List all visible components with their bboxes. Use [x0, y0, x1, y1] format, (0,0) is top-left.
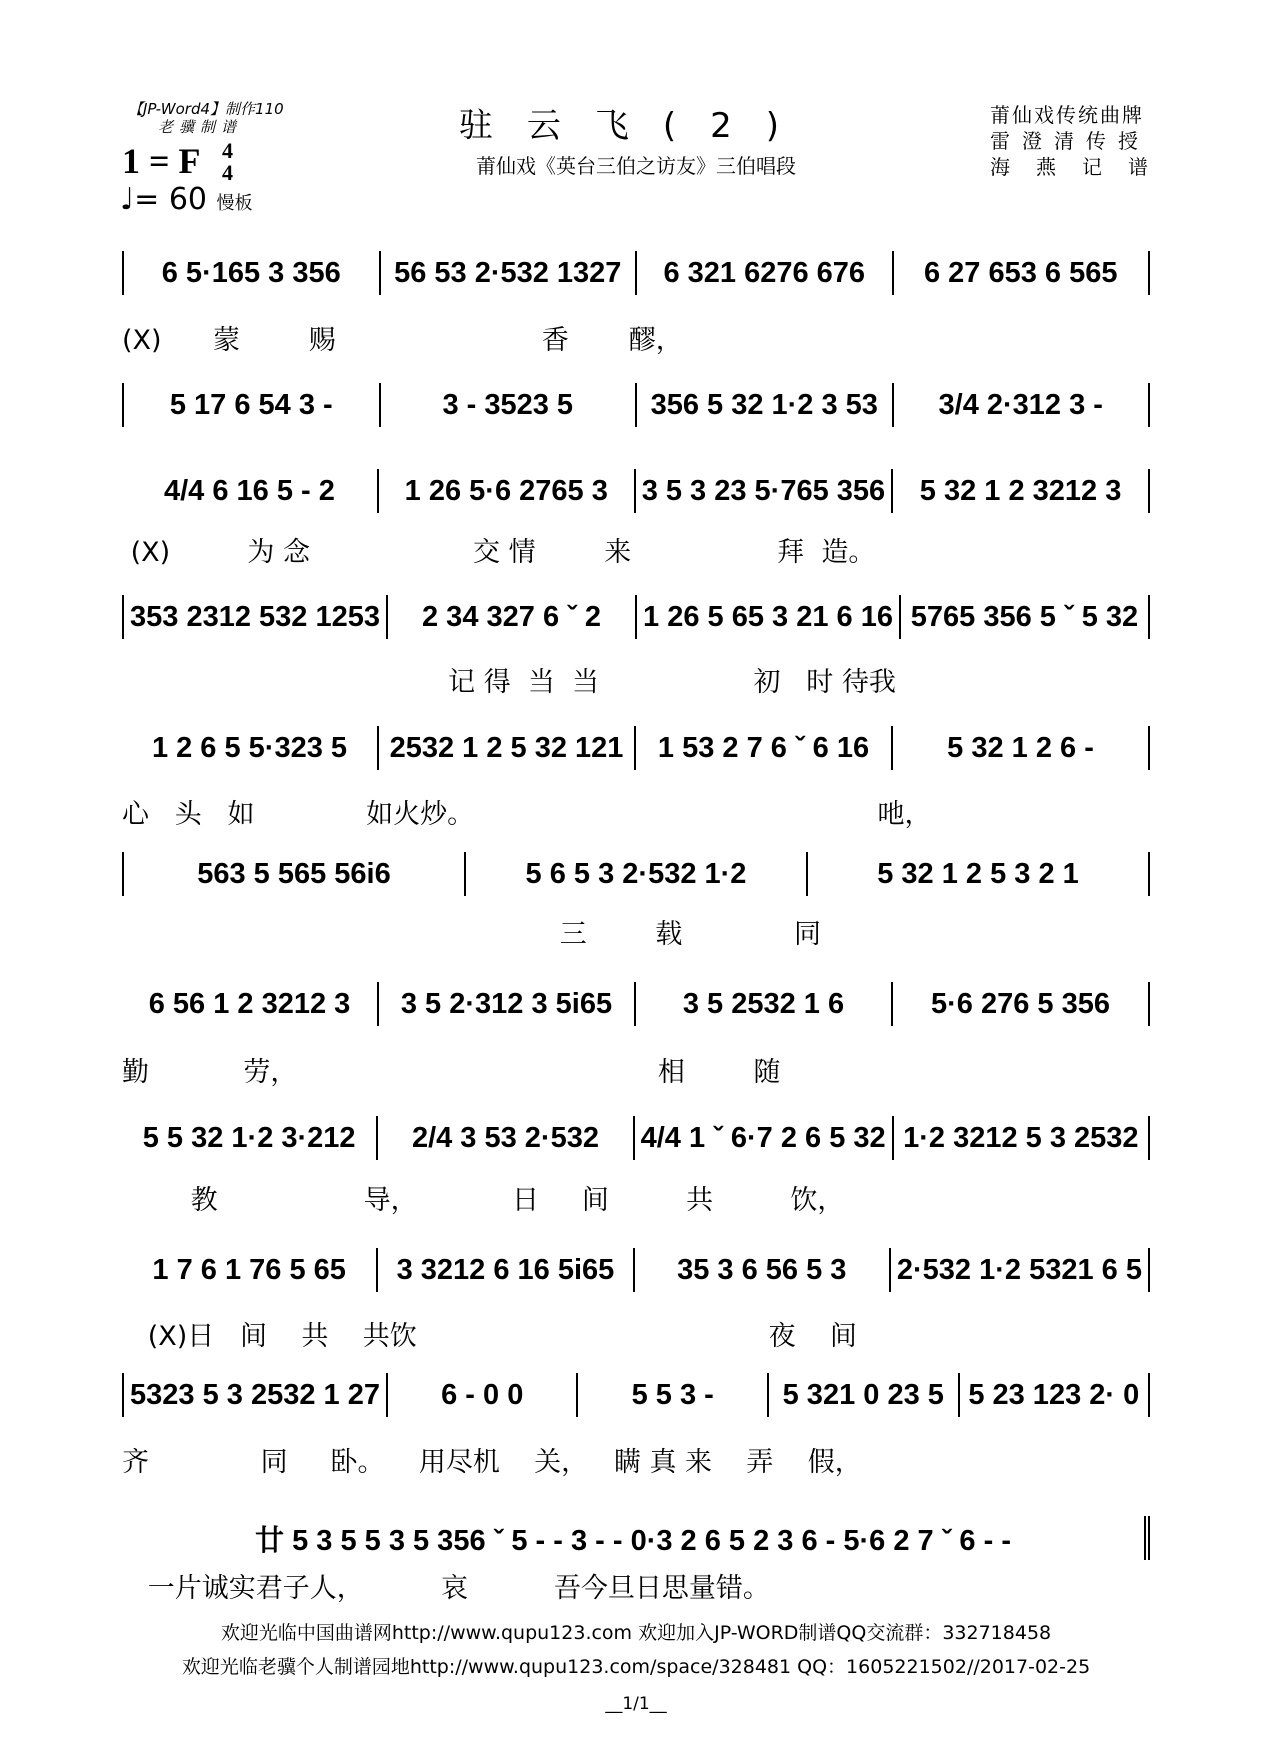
measure: 6 5·165 3 356: [122, 251, 381, 295]
lyric-line: (X)日 间 共 共饮 夜 间: [122, 1321, 857, 1352]
measure: 5 5 32 1·2 3·212: [122, 1116, 378, 1160]
key-signature: 1 = F: [122, 141, 201, 181]
staff-line: [122, 385, 1150, 425]
measure: 1·2 3212 5 3 2532: [894, 1116, 1150, 1160]
measure: 4/4 1 ˇ 6·7 2 6 5 32: [635, 1116, 894, 1160]
measure: 5·6 276 5 356: [893, 982, 1150, 1026]
measure: 3 3212 6 16 5i65: [378, 1248, 634, 1292]
measure: 3 5 2532 1 6: [636, 982, 893, 1026]
measure: 35 3 6 56 5 3: [635, 1248, 891, 1292]
credit-teacher: 雷澄清传授: [990, 129, 1150, 153]
staff-line: [122, 1250, 1150, 1290]
measure: 5 17 6 54 3 -: [122, 383, 381, 427]
staff-line: [122, 471, 1150, 511]
tempo-word: 慢板: [216, 193, 253, 214]
lyric-line: 心 头 如 如火炒。 吔，: [122, 799, 932, 830]
staff-line: [122, 597, 1150, 637]
measure: 56 53 2·532 1327: [381, 251, 638, 295]
lyric-line: 一片诚实君子人， 哀 吾今旦日思量错。: [122, 1573, 770, 1604]
lyric-line: 齐 同 卧。 用尽机 关， 瞒 真 来 弄 假，: [122, 1447, 862, 1478]
measure: 1 7 6 1 76 5 65: [122, 1248, 378, 1292]
maker-line1: 【JP-Word4】制作110: [128, 100, 284, 118]
staff-line: [122, 984, 1150, 1024]
measure: 5 32 1 2 6 -: [893, 726, 1150, 770]
page-number: __1/1__: [605, 1694, 667, 1714]
lyric-line: (X) 为 念 交 情 来 拜 造。: [122, 537, 876, 568]
maker-line2: 老骥制谱: [158, 118, 243, 136]
credits: [990, 102, 1174, 180]
tempo-value: ♩= 60: [120, 182, 207, 217]
measure: 廿 5 3 5 5 3 5 356 ˇ 5 - - 3 - - 0·3 2 6 5 2 3 6 - 5·6 2 7 ˇ 6 - -: [122, 1516, 1150, 1560]
measure: 4/4 6 16 5 - 2: [122, 469, 379, 513]
staff-line: [122, 1375, 1150, 1415]
measure: 563 5 565 56i6: [122, 852, 466, 896]
tempo-marking: [120, 182, 253, 217]
measure: 5323 5 3 2532 1 27: [122, 1373, 388, 1417]
staff-line: [122, 253, 1150, 293]
measure: 2532 1 2 5 32 121: [379, 726, 636, 770]
staff-line: [122, 854, 1150, 894]
measure: 3 - 3523 5: [381, 383, 638, 427]
measure: 6 27 653 6 565: [894, 251, 1151, 295]
time-sig-top: 4: [222, 138, 233, 163]
page-title: 驻云飞(2): [458, 106, 814, 146]
measure: 2/4 3 53 2·532: [378, 1116, 634, 1160]
measure: 1 26 5·6 2765 3: [379, 469, 636, 513]
measure: 353 2312 532 1253: [122, 595, 388, 639]
staff-line: [122, 1518, 1150, 1558]
credit-transcriber: 海燕记谱: [990, 155, 1174, 179]
measure: 5 32 1 2 5 3 2 1: [808, 852, 1150, 896]
lyric-line: 记 得 当 当 初 时 待我: [122, 667, 896, 698]
measure: 2 34 327 6 ˇ 2: [388, 595, 637, 639]
time-sig-bottom: 4: [222, 160, 233, 185]
measure: 3 5 2·312 3 5i65: [379, 982, 636, 1026]
measure: 3 5 3 23 5·765 356: [636, 469, 893, 513]
staff-line: [122, 1118, 1150, 1158]
measure: 1 26 5 65 3 21 6 16: [637, 595, 901, 639]
measure: 5 5 3 -: [578, 1373, 769, 1417]
measure: 6 56 1 2 3212 3: [122, 982, 379, 1026]
measure: 5 321 0 23 5: [769, 1373, 960, 1417]
measure: 3/4 2·312 3 -: [894, 383, 1151, 427]
measure: 6 321 6276 676: [637, 251, 894, 295]
measure: 1 2 6 5 5·323 5: [122, 726, 379, 770]
staff-line: [122, 728, 1150, 768]
lyric-line: (X) 蒙 赐 香 醪，: [122, 325, 683, 356]
lyric-line: 三 载 同: [122, 919, 821, 950]
measure: 6 - 0 0: [388, 1373, 579, 1417]
credit-source: 莆仙戏传统曲牌: [990, 103, 1144, 127]
measure: 5 23 123 2· 0: [960, 1373, 1151, 1417]
measure: 1 53 2 7 6 ˇ 6 16: [636, 726, 893, 770]
measure: 2·532 1·2 5321 6 5: [891, 1248, 1150, 1292]
lyric-line: 勤 劳， 相 随: [122, 1057, 781, 1088]
footer-line2: 欢迎光临老骥个人制谱园地http://www.qupu123.com/space/328481 QQ：1605221502//2017-02-25: [181, 1656, 1091, 1678]
lyric-line: 教 导， 日 间 共 饮，: [122, 1185, 845, 1216]
measure: 5765 356 5 ˇ 5 32: [901, 595, 1150, 639]
footer-line1: 欢迎光临中国曲谱网http://www.qupu123.com 欢迎加入JP-WORD制谱QQ交流群：332718458: [220, 1622, 1052, 1644]
subtitle: 莆仙戏《英台三伯之访友》三伯唱段: [476, 154, 796, 178]
measure: 356 5 32 1·2 3 53: [637, 383, 894, 427]
measure: 5 6 5 3 2·532 1·2: [466, 852, 808, 896]
measure: 5 32 1 2 3212 3: [893, 469, 1150, 513]
